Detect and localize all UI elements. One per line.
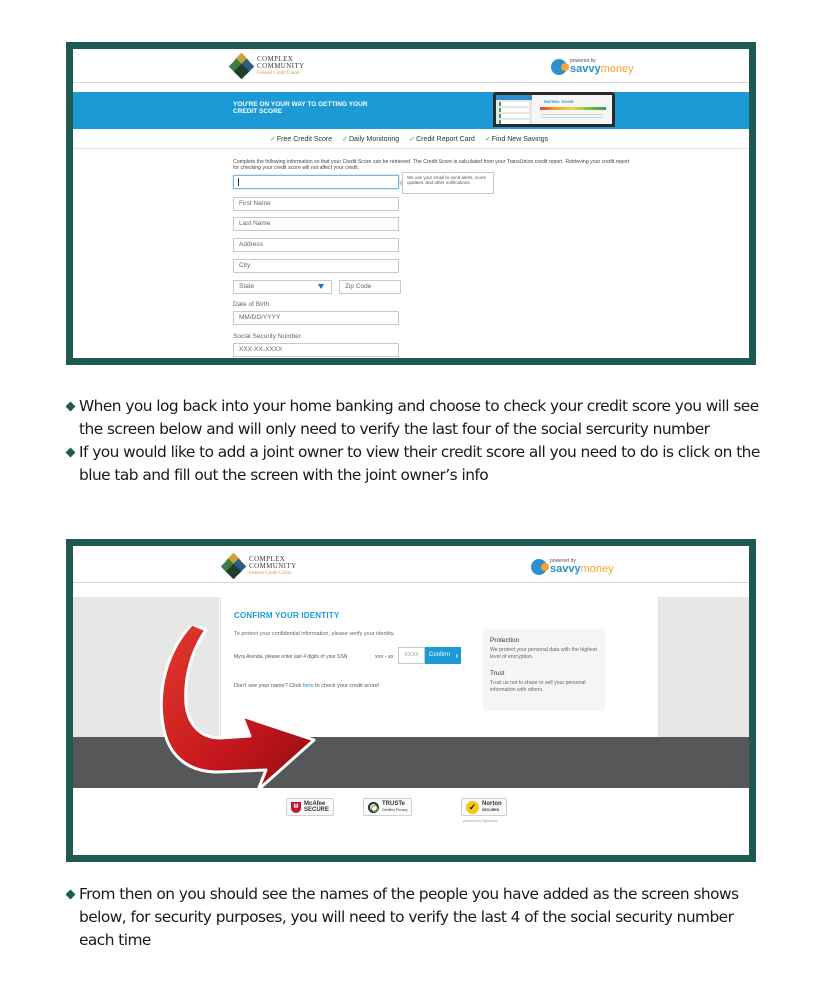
diamond-bullet-icon: [66, 890, 76, 900]
city-input[interactable]: City: [233, 259, 399, 273]
bullet-item: When you log back into your home banking and choose to check your credit score you will see the screen below and will only need to verify the last four of the social sercurity number: [66, 395, 766, 441]
savvymoney-logo: powered by savvymoney: [551, 58, 634, 75]
score-gradient-bar: [540, 107, 606, 110]
card-description: To protect your confidential information, please verify your identity.: [234, 631, 395, 637]
norton-powered-by: powered by Symantec: [463, 819, 498, 823]
diamond-bullet-icon: [66, 448, 76, 458]
savvymoney-logo: powered by savvymoney: [531, 558, 614, 575]
ssn-label: Social Security Number: [233, 333, 301, 340]
here-link[interactable]: here: [302, 683, 314, 689]
screenshot-credit-score-form: [66, 42, 756, 365]
ssn-last4-input[interactable]: XXXX: [398, 647, 425, 664]
screenshot-confirm-identity: [66, 539, 756, 862]
protection-title: Protection: [490, 637, 520, 644]
instructions-bottom: [66, 883, 766, 952]
step-find-new-savings: ✓ Find New Savings: [485, 135, 548, 143]
protection-text: We protect your personal data with the highest level of encryption.: [490, 647, 597, 660]
screenshot-content: [73, 546, 749, 855]
page-background-right: [657, 597, 749, 737]
savvymoney-icon: [551, 59, 567, 75]
rating-label: RATING: GOOD: [544, 99, 574, 104]
security-badges: [73, 788, 749, 848]
savvymoney-icon: [531, 559, 547, 575]
tablet-preview: [493, 92, 615, 127]
complex-community-logo: COMPLEX COMMUNITY Federal Credit Union: [231, 55, 305, 77]
ssn-input[interactable]: XXX-XX-XXXX: [233, 343, 399, 357]
screenshot-content: [73, 49, 749, 358]
diamond-bullet-icon: [66, 402, 76, 412]
brand-header: [73, 549, 749, 583]
complex-community-logo: COMPLEX COMMUNITY Federal Credit Union: [223, 555, 297, 577]
norton-badge: ✓ Norton SECURED: [461, 798, 507, 816]
trust-text: Trust us not to share or sell your personal information with others.: [490, 680, 586, 693]
red-arrow-icon: [146, 626, 326, 791]
logo-diamond-icon: [223, 555, 245, 577]
first-name-input[interactable]: First Name: [233, 197, 399, 211]
dob-input[interactable]: MM/DD/YYYY: [233, 311, 399, 325]
step-free-credit-score: ✓ Free Credit Score: [270, 135, 332, 143]
card-title: CONFIRM YOUR IDENTITY: [234, 611, 340, 620]
chevron-down-icon: [318, 284, 324, 289]
bullet-item: From then on you should see the names of the people you have added as the screen shows below, for security purposes, you will need to verify the last 4 of the social security number each time: [66, 883, 766, 952]
ssn-prompt: Myra Arenda, please enter last 4 digits of your SSN: [234, 654, 348, 660]
truste-seal-icon: [368, 802, 379, 813]
mcafee-shield-icon: M: [291, 802, 301, 813]
logo-diamond-icon: [231, 55, 253, 77]
ssn-mask-prefix: xxx - xx: [375, 654, 394, 660]
mcafee-badge: M McAfee SECURE: [286, 798, 334, 816]
instructions-top: [66, 395, 766, 487]
step-daily-monitoring: ✓ Daily Monitoring: [342, 135, 399, 143]
chevron-right-icon: ›: [455, 651, 458, 660]
email-tooltip: We use your email to send alerts, score updates, and other notifications.: [402, 172, 494, 194]
last-name-input[interactable]: Last Name: [233, 217, 399, 231]
step-credit-report-card: ✓ Credit Report Card: [409, 135, 475, 143]
trust-panel: [483, 629, 605, 711]
truste-badge: TRUSTe Certified Privacy: [363, 798, 412, 816]
dob-label: Date of Birth: [233, 301, 270, 308]
help-text: Don't see your name? Click here to check your credit score!: [234, 683, 380, 689]
address-input[interactable]: Address: [233, 238, 399, 252]
text-caret: [238, 178, 239, 186]
banner-title: YOU'RE ON YOUR WAY TO GETTING YOUR CREDIT SCORE: [233, 101, 368, 115]
bullet-item: If you would like to add a joint owner to view their credit score all you need to do is click on the blue tab and fill out the screen with the joint owner’s info: [66, 441, 766, 487]
brand-header: [73, 49, 749, 83]
norton-check-icon: ✓: [466, 801, 479, 814]
confirm-button[interactable]: Confirm ›: [425, 647, 461, 664]
email-input[interactable]: [233, 175, 399, 189]
hero-banner: [73, 92, 749, 129]
state-select[interactable]: State: [233, 280, 332, 294]
form-intro-text: Complete the following information so that your Credit Score can be retrieved. The Credit Score is calculated from your TransUnion credit report. Retrieving your credit report for checking your credit score will not affect your credit.: [233, 159, 630, 171]
steps-bar: [73, 129, 749, 149]
trust-title: Trust: [490, 670, 505, 677]
zip-code-input[interactable]: Zip Code: [339, 280, 401, 294]
